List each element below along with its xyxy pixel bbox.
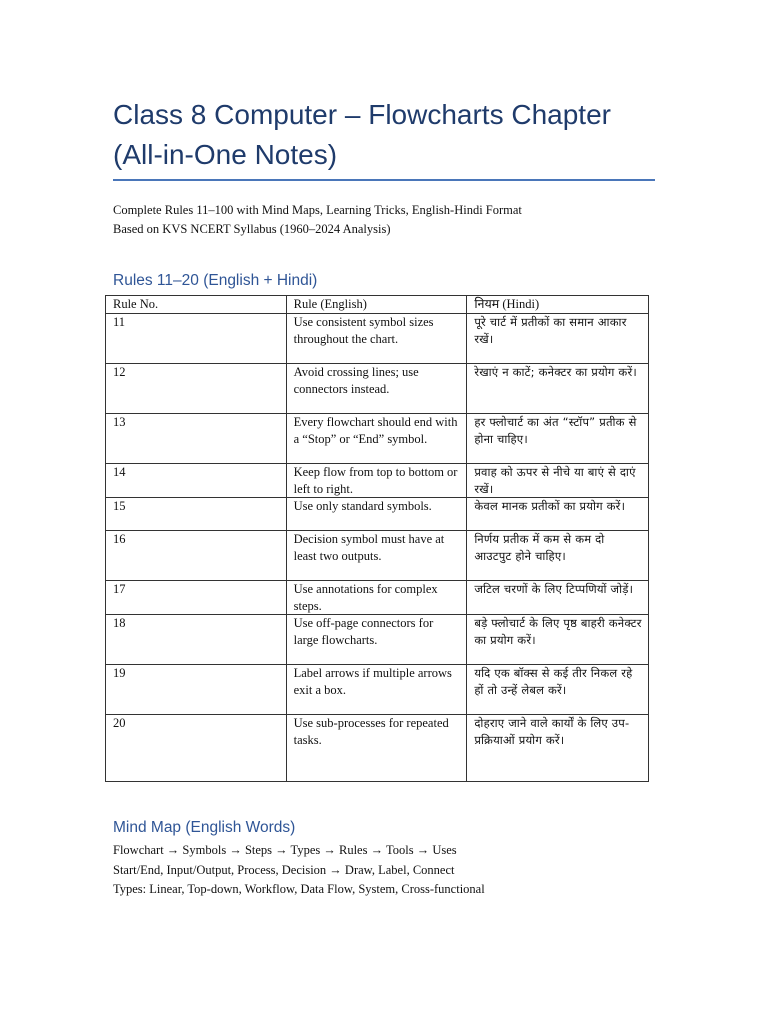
column-header-rule-no: Rule No. bbox=[106, 296, 287, 314]
table-row bbox=[106, 615, 649, 665]
page-title bbox=[113, 95, 673, 175]
rule-hindi-cell: दोहराए जाने वाले कार्यों के लिए उप-प्रक्रियाओं प्रयोग करें। bbox=[467, 715, 649, 782]
table-row bbox=[106, 715, 649, 782]
table-row bbox=[106, 531, 649, 581]
mindmap-line-3: Types: Linear, Top-down, Workflow, Data Flow, System, Cross-functional bbox=[113, 882, 485, 896]
rule-hindi-cell: पूरे चार्ट में प्रतीकों का समान आकार रखें। bbox=[467, 314, 649, 364]
rules-heading: Rules 11–20 (English + Hindi) bbox=[113, 272, 318, 289]
rule-hindi-cell: केवल मानक प्रतीकों का प्रयोग करें। bbox=[467, 498, 649, 531]
rule-english-cell: Label arrows if multiple arrows exit a box. bbox=[286, 665, 467, 715]
column-header-rule-english: Rule (English) bbox=[286, 296, 467, 314]
table-header-row bbox=[106, 296, 649, 314]
rule-english-cell: Use only standard symbols. bbox=[286, 498, 467, 531]
rule-hindi-cell: बड़े फ्लोचार्ट के लिए पृष्ठ बाहरी कनेक्टर का प्रयोग करें। bbox=[467, 615, 649, 665]
rule-hindi-cell: रेखाएं न काटें; कनेक्टर का प्रयोग करें। bbox=[467, 364, 649, 414]
rule-hindi-cell: यदि एक बॉक्स से कई तीर निकल रहे हों तो उन्हें लेबल करें। bbox=[467, 665, 649, 715]
rule-hindi-cell: जटिल चरणों के लिए टिप्पणियों जोड़ें। bbox=[467, 581, 649, 615]
table-row bbox=[106, 364, 649, 414]
rule-english-cell: Every flowchart should end with a “Stop” or “End” symbol. bbox=[286, 414, 467, 464]
rule-hindi-cell: निर्णय प्रतीक में कम से कम दो आउटपुट होने चाहिए। bbox=[467, 531, 649, 581]
mindmap-heading: Mind Map (English Words) bbox=[113, 819, 296, 836]
subtitle-line-2: Based on KVS NCERT Syllabus (1960–2024 Analysis) bbox=[113, 222, 391, 236]
rule-number-cell: 16 bbox=[106, 531, 287, 581]
table-row bbox=[106, 498, 649, 531]
rule-english-cell: Use off-page connectors for large flowcharts. bbox=[286, 615, 467, 665]
rule-english-cell: Use annotations for complex steps. bbox=[286, 581, 467, 615]
rule-number-cell: 12 bbox=[106, 364, 287, 414]
rule-english-cell: Use consistent symbol sizes throughout the chart. bbox=[286, 314, 467, 364]
column-header-rule-hindi: नियम (Hindi) bbox=[467, 296, 649, 314]
table-row bbox=[106, 314, 649, 364]
table-row bbox=[106, 665, 649, 715]
rule-number-cell: 15 bbox=[106, 498, 287, 531]
rule-number-cell: 17 bbox=[106, 581, 287, 615]
rule-number-cell: 19 bbox=[106, 665, 287, 715]
rule-number-cell: 11 bbox=[106, 314, 287, 364]
rule-english-cell: Use sub-processes for repeated tasks. bbox=[286, 715, 467, 782]
rule-english-cell: Avoid crossing lines; use connectors instead. bbox=[286, 364, 467, 414]
rule-hindi-cell: हर फ्लोचार्ट का अंत “स्टॉप” प्रतीक से होना चाहिए। bbox=[467, 414, 649, 464]
mindmap-line-1: Flowchart → Symbols → Steps → Types → Rules → Tools → Uses bbox=[113, 843, 457, 857]
rules-table-body bbox=[106, 314, 649, 782]
rule-english-cell: Decision symbol must have at least two outputs. bbox=[286, 531, 467, 581]
subtitle bbox=[113, 201, 522, 239]
rule-hindi-cell: प्रवाह को ऊपर से नीचे या बाएं से दाएं रखें। bbox=[467, 464, 649, 498]
table-row bbox=[106, 581, 649, 615]
page-title-line-2: (All-in-One Notes) bbox=[113, 139, 338, 170]
mindmap-line-2: Start/End, Input/Output, Process, Decision → Draw, Label, Connect bbox=[113, 862, 455, 877]
title-divider bbox=[113, 179, 655, 181]
rule-number-cell: 14 bbox=[106, 464, 287, 498]
rules-table bbox=[105, 295, 649, 782]
rule-number-cell: 20 bbox=[106, 715, 287, 782]
rule-number-cell: 18 bbox=[106, 615, 287, 665]
table-row bbox=[106, 414, 649, 464]
mindmap-text bbox=[113, 841, 485, 900]
page-title-line-1: Class 8 Computer – Flowcharts Chapter bbox=[113, 99, 611, 130]
rule-number-cell: 13 bbox=[106, 414, 287, 464]
table-row bbox=[106, 464, 649, 498]
subtitle-line-1: Complete Rules 11–100 with Mind Maps, Learning Tricks, English-Hindi Format bbox=[113, 203, 522, 217]
rule-english-cell: Keep flow from top to bottom or left to right. bbox=[286, 464, 467, 498]
